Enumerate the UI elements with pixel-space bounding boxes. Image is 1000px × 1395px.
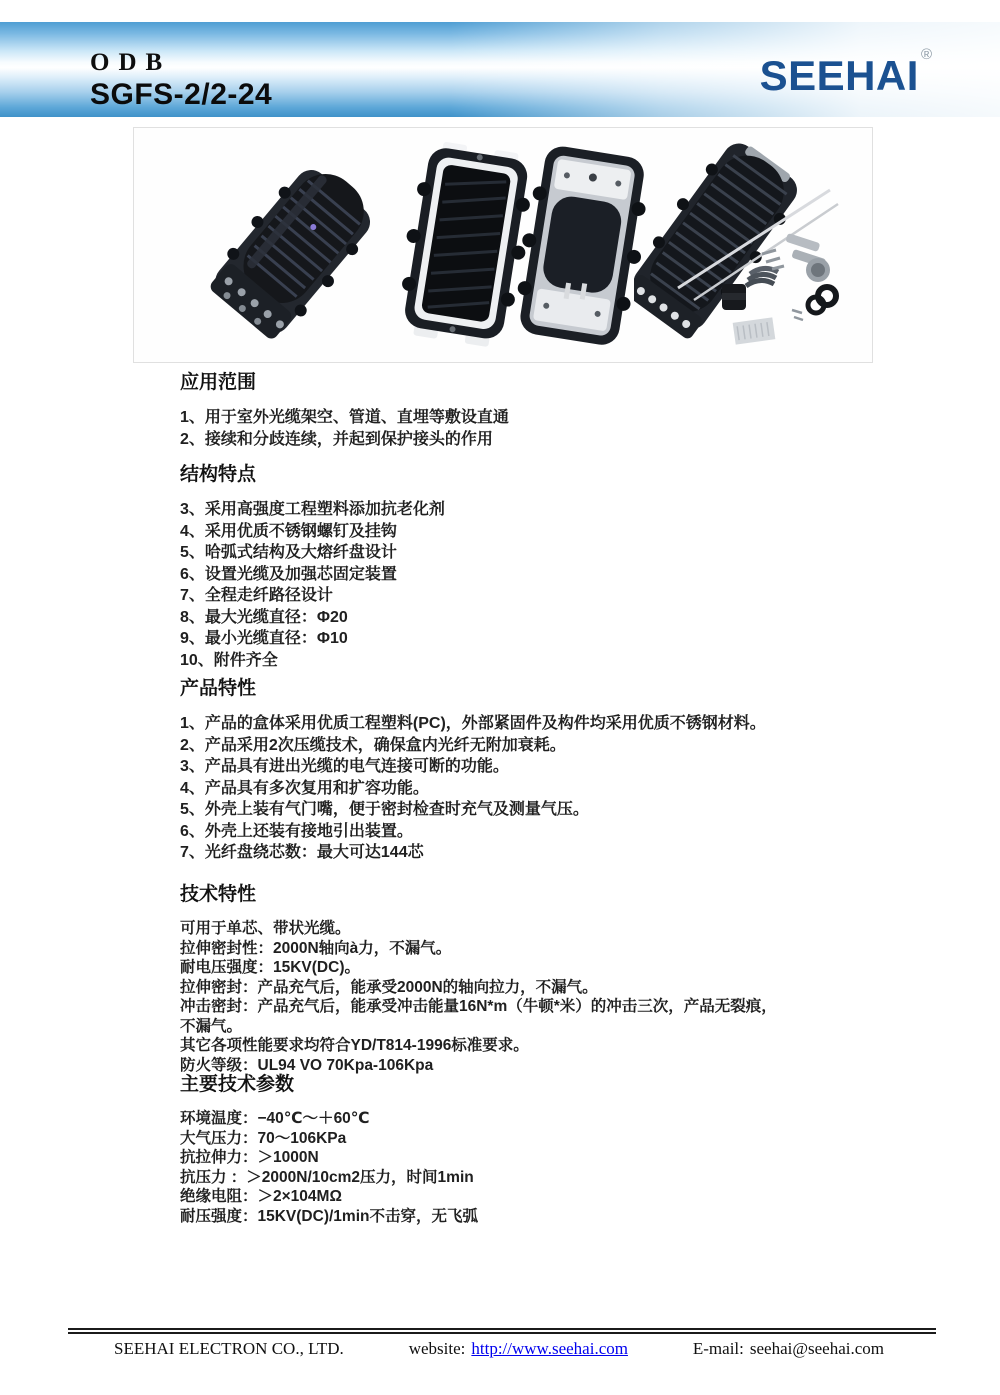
product-photo-panel: [133, 127, 873, 363]
section-line: 绝缘电阻：＞2×104MΩ: [180, 1188, 342, 1205]
section-product-features: [180, 678, 880, 864]
section-line: 4、产品具有多次复用和扩容功能。: [180, 779, 429, 797]
product-photo-open-halves: [386, 136, 651, 354]
section-line: 1、用于室外光缆架空、管道、直埋等敷设直通: [180, 409, 509, 426]
section-main-technical-parameters: [180, 1074, 880, 1226]
product-photo-closure-with-accessories: [634, 138, 866, 350]
product-titles: [90, 50, 272, 110]
email-label: E-mail:: [692, 1339, 744, 1358]
header-band: [0, 22, 1000, 117]
product-category: ODB: [90, 49, 172, 76]
section-line: 10、附件齐全: [180, 651, 278, 669]
section-line: 3、产品具有进出光缆的电气连接可断的功能。: [180, 758, 509, 775]
product-photo-closed-closure: [194, 148, 394, 353]
section-line: 不漏气。: [180, 1017, 243, 1035]
section-title: 技术特性: [180, 884, 257, 905]
section-line: 5、哈弧式结构及大熔纤盘设计: [180, 544, 397, 561]
section-line: 可用于单芯、带状光缆。: [180, 920, 351, 937]
section-line: 抗压力 ：＞2000N/10cm2压力，时间1min: [180, 1168, 474, 1186]
section-line: 防火等级：UL94 VO 70Kpa-106Kpa: [180, 1056, 434, 1074]
section-line: 环境温度：−40℃～＋60℃: [180, 1110, 370, 1127]
section-line: 8、最大光缆直径：Φ20: [180, 608, 348, 626]
section-line: 6、设置光缆及加强芯固定装置: [180, 565, 397, 583]
brand-logo: [759, 46, 932, 100]
section-line: 9、最小光缆直径：Φ10: [180, 630, 348, 647]
section-line: 拉伸密封：产品充气后，能承受2000N的轴向拉力，不漏气。: [180, 978, 598, 996]
section-line: 大气压力：70～106KPa: [180, 1129, 347, 1147]
section-line: 2、接续和分歧连续，并起到保护接头的作用: [180, 430, 493, 448]
registered-trademark-icon: ®: [920, 46, 932, 63]
email-group: [693, 1339, 890, 1359]
company-name: SEEHAI ELECTRON CO., LTD.: [114, 1339, 344, 1358]
section-title: 主要技术参数: [180, 1074, 295, 1095]
section-line: 冲击密封：产品充气后，能承受冲击能量16N*m（牛顿*米）的冲击三次，产品无裂痕，: [180, 998, 777, 1015]
section-line: 3、采用高强度工程塑料添加抗老化剂: [180, 501, 445, 518]
section-line: 其它各项性能要求均符合YD/T814-1996标准要求。: [180, 1037, 529, 1054]
section-line: 1、产品的盒体采用优质工程塑料(PC)，外部紧固件及构件均采用优质不锈钢材料。: [180, 715, 766, 732]
section-line: 2、产品采用2次压缆技术，确保盒内光纤无附加衰耗。: [180, 736, 566, 754]
section-title: 结构特点: [180, 464, 257, 485]
website-label: website:: [408, 1339, 466, 1358]
brand-name: SEEHAI: [759, 52, 919, 99]
section-line: 耐压强度：15KV(DC)/1min不击穿，无飞弧: [180, 1207, 478, 1225]
section-line: 7、全程走纤路径设计: [180, 587, 333, 604]
page-footer: [68, 1328, 936, 1359]
email-address: seehai@seehai.com: [749, 1339, 884, 1358]
website-group: [409, 1339, 628, 1359]
section-line: 耐电压强度：15KV(DC)。: [180, 959, 360, 976]
section-structure-features: [180, 464, 880, 671]
section-line: 4、采用优质不锈钢螺钉及挂钩: [180, 522, 397, 540]
product-model: SGFS-2/2-24: [90, 78, 273, 111]
section-title: 应用范围: [180, 372, 257, 393]
website-link[interactable]: http://www.seehai.com: [471, 1339, 628, 1358]
section-line: 抗拉伸力：＞1000N: [180, 1149, 319, 1166]
section-application-scope: [180, 372, 880, 450]
section-title: 产品特性: [180, 678, 257, 699]
section-line: 6、外壳上还装有接地引出装置。: [180, 822, 413, 840]
section-line: 5、外壳上装有气门嘴，便于密封检查时充气及测量气压。: [180, 801, 589, 818]
section-line: 7、光纤盘绕芯数：最大可达144芯: [180, 844, 424, 861]
section-line: 拉伸密封性：2000N轴向à力，不漏气。: [180, 939, 452, 957]
section-technical-characteristics: [180, 884, 880, 1075]
